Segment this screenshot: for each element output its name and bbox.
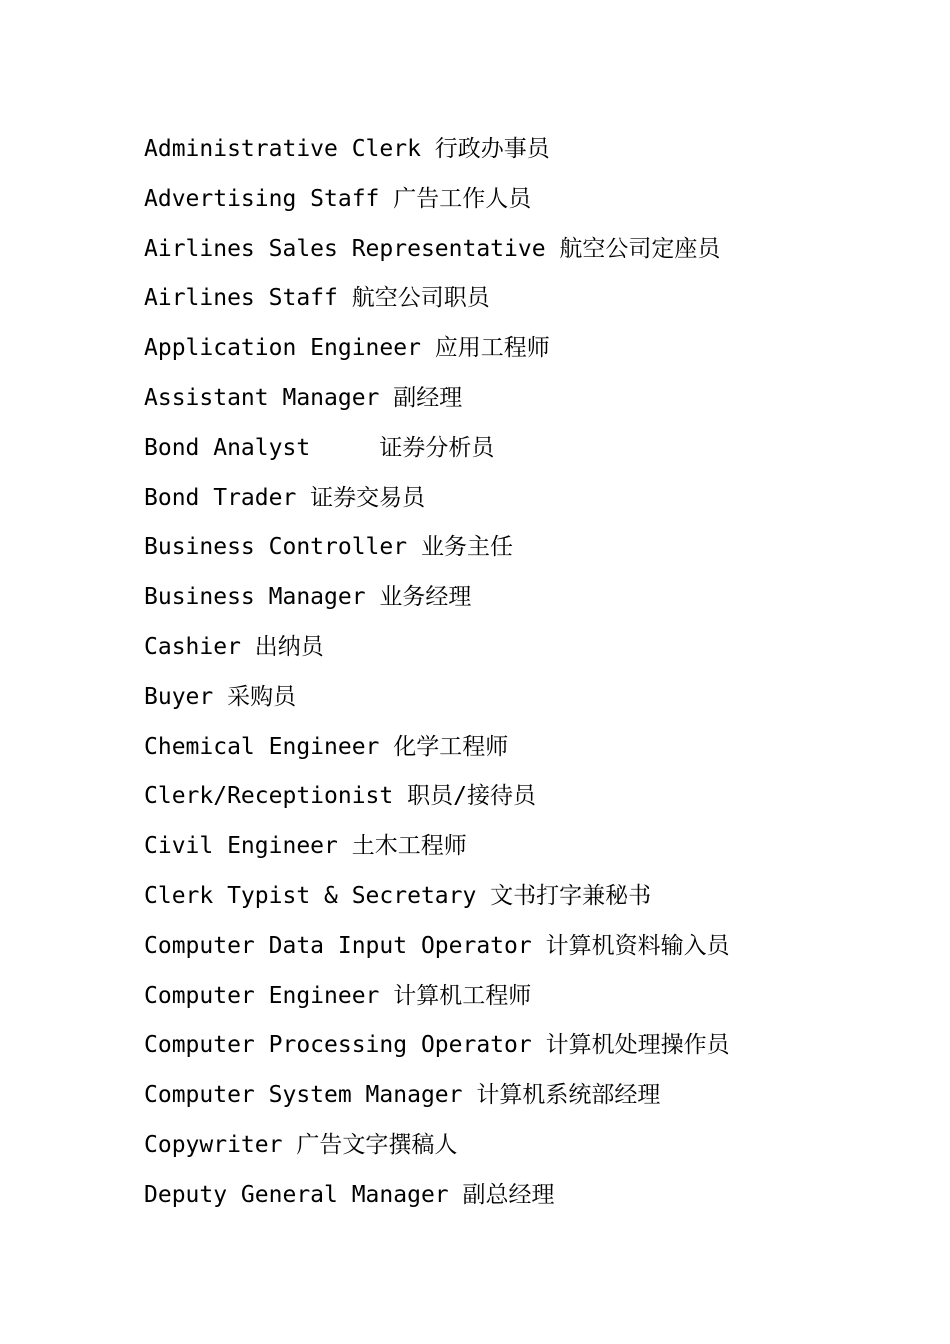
list-item: Assistant Manager 副经理 xyxy=(144,384,463,411)
list-item: Bond Analyst 证券分析员 xyxy=(144,434,495,461)
list-item: Computer Engineer 计算机工程师 xyxy=(144,982,532,1009)
list-item: Bond Trader 证券交易员 xyxy=(144,484,426,511)
list-item: Advertising Staff 广告工作人员 xyxy=(144,185,532,212)
list-item: Clerk/Receptionist 职员/接待员 xyxy=(144,783,536,810)
list-item: Buyer 采购员 xyxy=(144,683,297,710)
list-item: Administrative Clerk 行政办事员 xyxy=(144,136,550,162)
list-item: Airlines Sales Representative 航空公司定座员 xyxy=(144,235,721,262)
list-item: Computer Data Input Operator 计算机资料输入员 xyxy=(144,932,730,959)
list-item: Business Manager 业务经理 xyxy=(144,584,472,611)
list-item: Business Controller 业务主任 xyxy=(144,534,513,561)
job-title-list xyxy=(144,128,730,1224)
list-item: Application Engineer 应用工程师 xyxy=(144,335,550,362)
list-item: Copywriter 广告文字撰稿人 xyxy=(144,1131,458,1158)
list-item: Civil Engineer 土木工程师 xyxy=(144,833,467,860)
list-item: Airlines Staff 航空公司职员 xyxy=(144,285,490,312)
list-item: Computer System Manager 计算机系统部经理 xyxy=(144,1082,661,1109)
list-item: Computer Processing Operator 计算机处理操作员 xyxy=(144,1032,730,1059)
list-item: Deputy General Manager 副总经理 xyxy=(144,1181,555,1208)
list-item: Cashier 出纳员 xyxy=(144,633,324,660)
list-item: Chemical Engineer 化学工程师 xyxy=(144,733,509,760)
list-item: Clerk Typist & Secretary 文书打字兼秘书 xyxy=(144,882,652,909)
